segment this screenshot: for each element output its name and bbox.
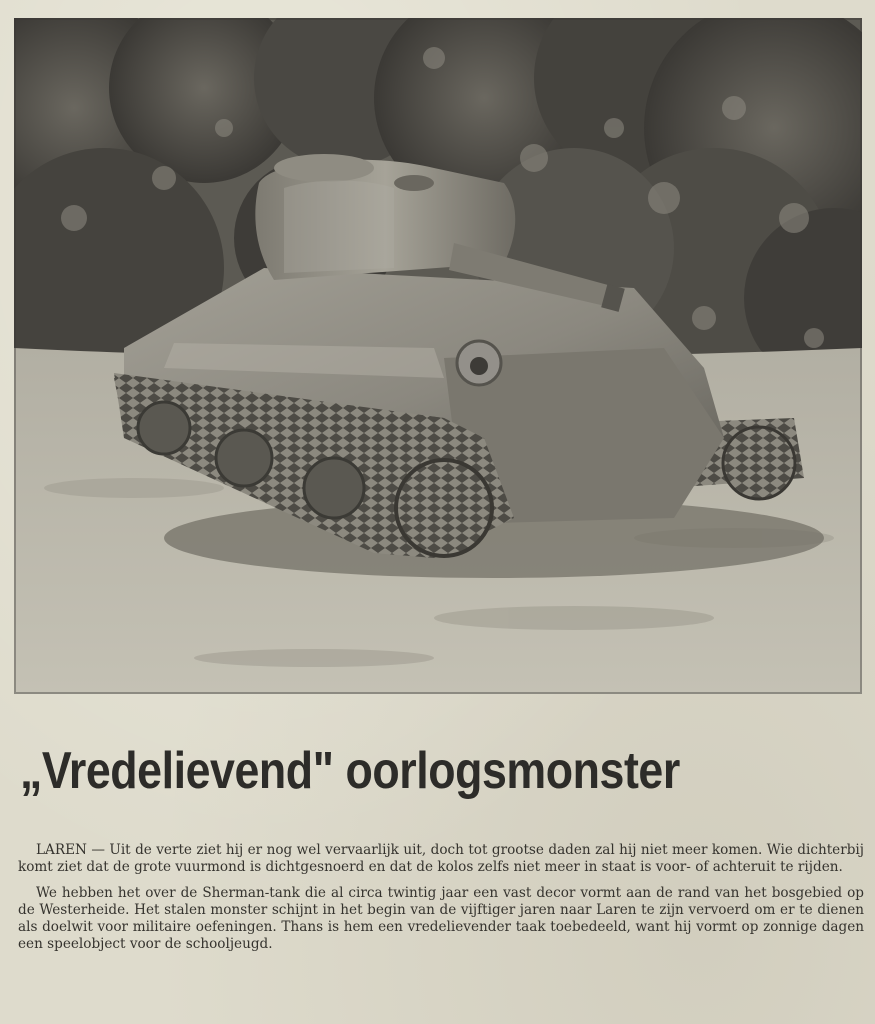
headline: „Vredelievend" oorlogsmonster — [20, 742, 680, 800]
article-paragraph: We hebben het over de Sherman-tank die al circa twintig jaar een vast decor vormt aan de rand van het bosgebied op de Westerheide. Het stalen monster schijnt in het begin van de vijftiger jaren naar Laren te zijn vervoerd om er te dienen als doelwit voor militaire oefeningen. Thans is hem een vredelievender taak toebedeeld, want hij vormt op zonnige dagen een speelobject voor de schooljeugd. — [18, 885, 864, 952]
article-paragraph: LAREN — Uit de verte ziet hij er nog wel vervaarlijk uit, doch tot grootse daden zal hij niet meer komen. Wie dichterbij komt ziet dat de grote vuurmond is dichtgesnoerd en dat de kolos zelfs niet meer in staat is voor- of achteruit te rijden. — [18, 842, 864, 875]
article-body — [18, 842, 864, 962]
sherman-tank-photo — [14, 18, 862, 694]
